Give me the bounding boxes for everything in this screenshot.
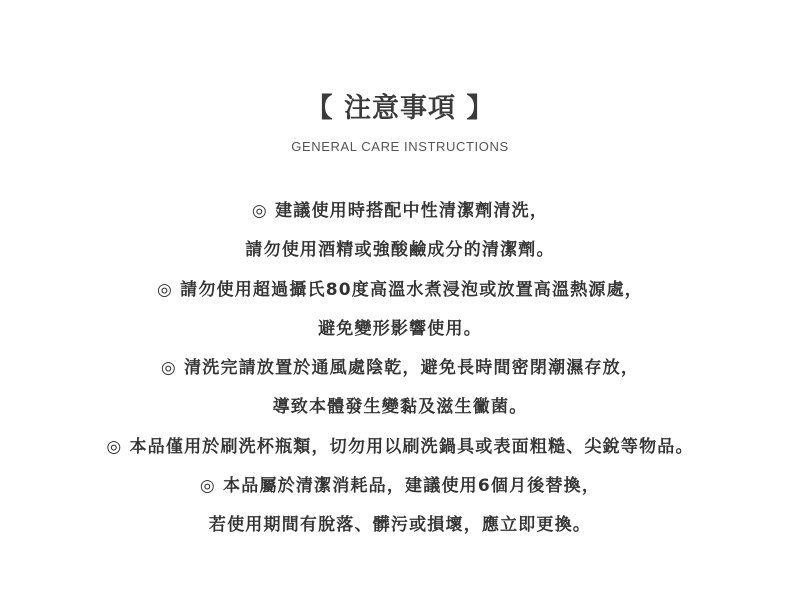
instruction-line: 若使用期間有脫落、髒污或損壞，應立即更換。: [208, 515, 592, 536]
instruction-line: 請勿使用酒精或強酸鹼成分的清潔劑。: [245, 240, 555, 261]
instruction-line: ◎ 本品屬於清潔消耗品，建議使用6個月後替換，: [199, 476, 601, 497]
instruction-list: [0, 196, 800, 550]
instruction-line: ◎ 本品僅用於刷洗杯瓶類，切勿用以刷洗鍋具或表面粗糙、尖銳等物品。: [106, 436, 694, 457]
instruction-line: ◎ 請勿使用超過攝氏80度高溫水煮浸泡或放置高溫熱源處，: [156, 279, 643, 300]
care-title: 【 注意事項 】: [305, 93, 495, 124]
instruction-line: 導致本體發生變黏及滋生黴菌。: [272, 397, 528, 418]
instruction-line: ◎ 建議使用時搭配中性清潔劑清洗，: [251, 201, 549, 221]
instruction-line: 避免變形影響使用。: [318, 318, 482, 339]
instruction-line: ◎ 清洗完請放置於通風處陰乾，避免長時間密閉潮濕存放，: [160, 358, 640, 379]
care-subtitle: GENERAL CARE INSTRUCTIONS: [291, 139, 509, 154]
